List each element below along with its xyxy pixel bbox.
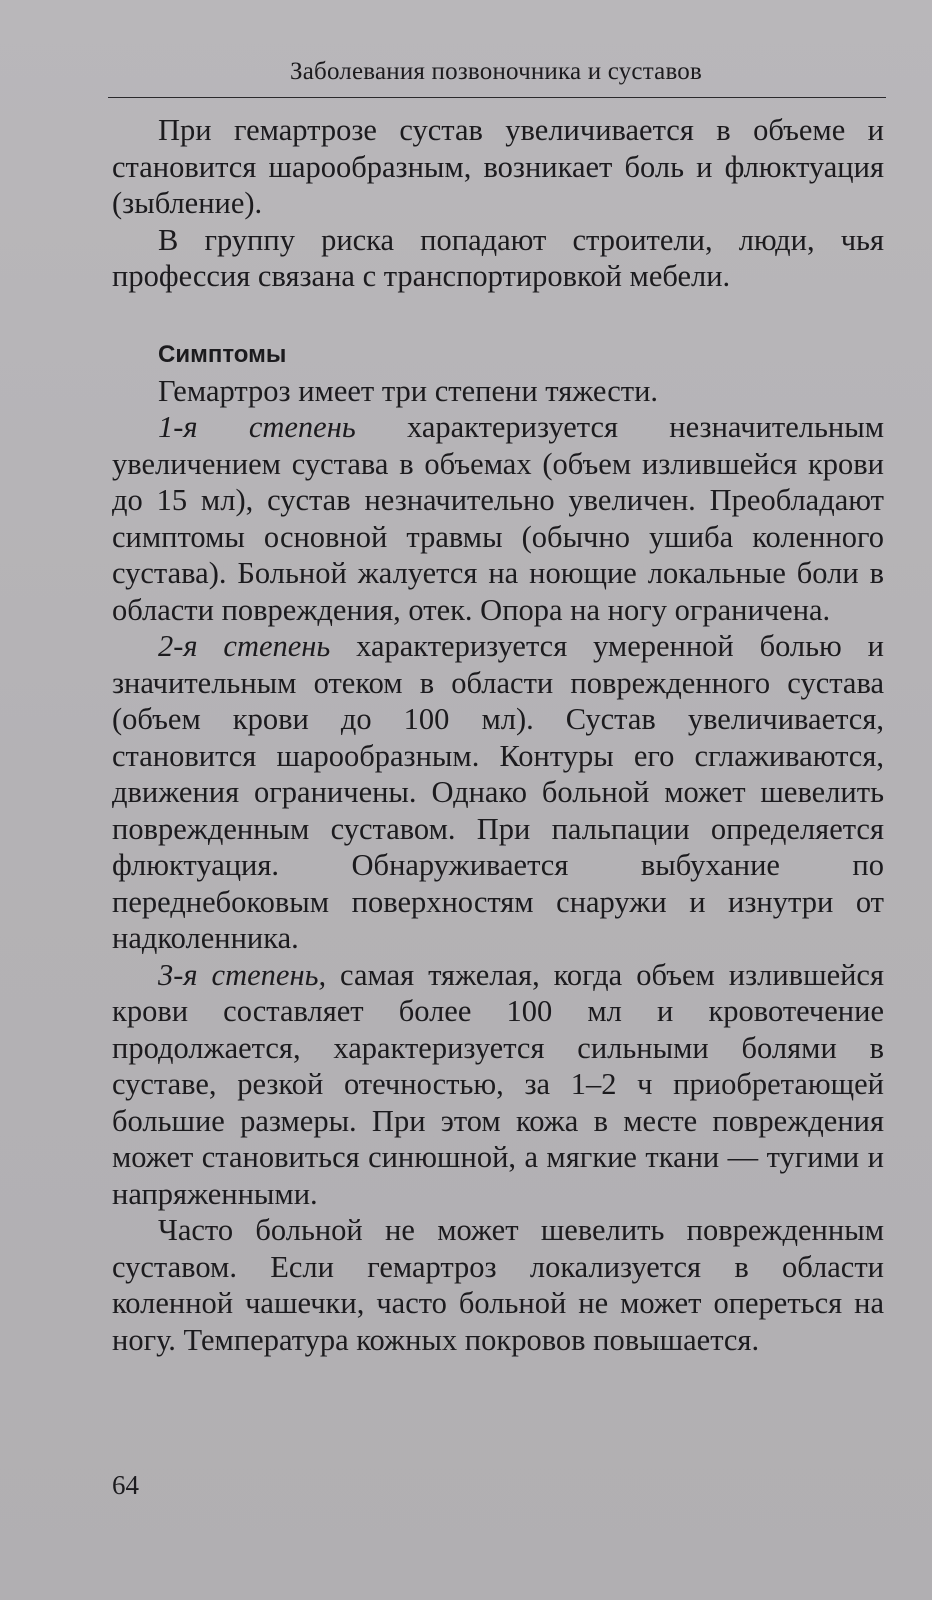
paragraph-degree-1 [112,409,884,628]
paragraph-2: В группу риска попадают строители, люди, чья профессия связана с транспортировкой мебели. [112,222,884,293]
section-heading: Симптомы [158,340,287,368]
paragraph-7: Часто больной не может шевелить поврежденным суставом. Если гемартроз локализуется в области коленной чашечки, часто больной не может опереться на ногу. Температура кожных покровов повышается. [112,1213,884,1357]
page-body [112,112,884,1358]
paragraph-degree-2 [112,628,884,957]
header-rule [108,97,886,98]
running-head: Заболевания позвоночника и суставов [290,58,702,85]
degree-3-label: 3-я степень, [158,957,327,992]
degree-1-label: 1-я степень [158,410,356,444]
degree-2-label: 2-я степень [158,629,331,663]
degree-3-text: самая тяжелая, когда объем излившейся крови составляет более 100 мл и кровотечение продолжается, характеризуется сильными болями в суставе, резкой отечностью, за 1–2 ч приобретающей большие размеры. При этом кожа в месте повреждения может становиться синюшной, а мягкие ткани — тугими и напряженными. [112,957,884,1211]
paragraph-degree-3 [112,957,884,1213]
degree-2-text: характеризуется умеренной болью и значительным отеком в области поврежденного сустава (объем крови до 100 мл). Сустав увеличивается, становится шарообразным. Контуры его сглаживаются, движения ограничены. Однако больной может шевелить поврежденным суставом. При пальпации определяется флюктуация. Обнаруживается выбухание по переднебоковым поверхностям снаружи и изнутри от надколенника. [112,629,884,955]
page-number: 64 [112,1470,139,1500]
paragraph-1: При гемартрозе сустав увеличивается в объеме и становится шарообразным, возникает боль и флюктуация (зыбление). [112,113,884,220]
paragraph-3: Гемартроз имеет три степени тяжести. [158,373,659,408]
degree-1-text: характеризуется незначительным увеличением сустава в объемах (объем излившейся крови до 15 мл), сустав незначительно увеличен. Преобладают симптомы основной травмы (обычно ушиба коленного сустава). Больной жалуется на ноющие локальные боли в области повреждения, отек. Опора на ногу ограничена. [112,410,885,627]
